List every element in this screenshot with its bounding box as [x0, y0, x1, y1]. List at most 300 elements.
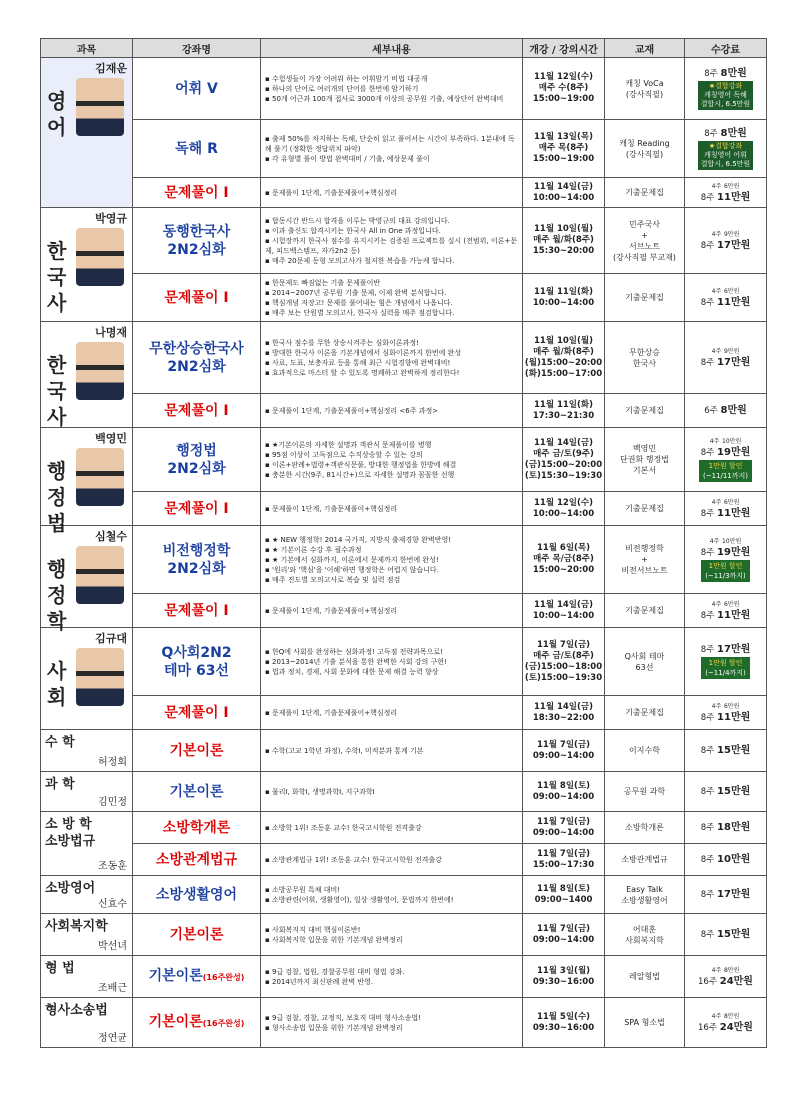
subject-name: 과 학 — [45, 777, 75, 792]
course-name — [133, 772, 261, 812]
course-name — [133, 428, 261, 492]
textbook-line: (강사직필) — [625, 89, 664, 99]
schedule-line: 11월 10일(월) — [533, 335, 594, 346]
schedule-line: 11월 7일(금) — [536, 923, 591, 934]
schedule — [523, 208, 605, 274]
header-details: 세부내용 — [261, 39, 523, 58]
course-name — [133, 274, 261, 322]
subject-name-2: 소방법규 — [45, 834, 96, 849]
course-title: 문제풀이 Ⅰ — [164, 289, 229, 306]
textbook — [605, 844, 685, 876]
course-subtitle: 2N2심화 — [167, 460, 226, 477]
detail-item: ▪ 문제풀이 1단계, 기출문제풀이+핵심정리 — [265, 504, 398, 513]
detail-item: ▪ 2013~2014년 기출 분석을 통한 완벽한 사회 강의 구현! — [265, 657, 447, 666]
schedule-line: 09:00~1400 — [534, 894, 593, 905]
fee — [685, 628, 767, 696]
subject-cell — [41, 322, 133, 428]
detail-item: ▪ 문제풀이 1단계, 기출문제풀이+핵심정리 <6주 과정> — [265, 406, 439, 415]
detail-item: ▪ ★ 기본이론 수강 후 필수과정 — [265, 545, 362, 554]
course-subtitle: 2N2심화 — [167, 560, 226, 577]
schedule — [523, 526, 605, 594]
course-details — [261, 696, 523, 730]
fee — [685, 594, 767, 628]
fee — [685, 998, 767, 1048]
schedule-line: 매주 금/토(9주) — [533, 448, 594, 459]
schedule-line: 11월 11일(화) — [533, 286, 594, 297]
teacher-name: 박선녀 — [98, 941, 127, 952]
course-suffix: (16주완성) — [202, 972, 245, 982]
textbook-line: 공무원 과학 — [623, 787, 666, 796]
detail-item: ▪ ★ 기본에서 심화까지, 이론에서 문제까지 한번에 완성! — [265, 555, 439, 564]
discount-badge: 1만원 할인 (~11/3까지) — [701, 560, 750, 582]
course-name — [133, 914, 261, 956]
course-details — [261, 492, 523, 526]
subject-name: 사회복지학 — [45, 919, 108, 934]
schedule-line: 09:00~14:00 — [532, 934, 595, 945]
textbook — [605, 876, 685, 914]
schedule — [523, 876, 605, 914]
teacher-name: 백영민 — [95, 432, 127, 445]
schedule — [523, 274, 605, 322]
detail-item: ▪ 소방공무원 특채 대비! — [265, 885, 341, 894]
schedule-line: 11월 7일(금) — [536, 848, 591, 859]
course-subtitle: 2N2심화 — [167, 358, 226, 375]
fee-line: 8주 11만원 — [700, 610, 751, 621]
teacher-name: 허정회 — [98, 757, 127, 768]
course-name — [133, 998, 261, 1048]
course-subtitle: 2N2심화 — [167, 241, 226, 258]
schedule-line: 15:00~19:00 — [532, 94, 595, 104]
subject-cell — [41, 208, 133, 322]
course-details — [261, 322, 523, 394]
fee — [685, 428, 767, 492]
textbook-line: 단권화 행정법 — [620, 455, 669, 464]
course-details — [261, 526, 523, 594]
detail-item: ▪ 각 유형별 풀이 방법 완벽대비 / 기출, 예상문제 풀이 — [265, 154, 430, 163]
schedule-line: 18:30~22:00 — [532, 712, 595, 723]
schedule — [523, 998, 605, 1048]
subject-cell — [41, 914, 133, 956]
textbook-line: + — [641, 555, 648, 564]
course-details — [261, 208, 523, 274]
course-title: 행정법 — [176, 442, 217, 459]
fee-line: 4주 10만원 — [709, 538, 742, 545]
course-name — [133, 120, 261, 178]
subject-cell — [41, 812, 133, 876]
header-schedule: 개강 / 강의시간 — [523, 39, 605, 58]
course-details — [261, 730, 523, 772]
fee-line: 4주 10만원 — [709, 438, 742, 445]
fee-line: 4주 6만원 — [711, 703, 740, 710]
header-subject: 과목 — [41, 39, 133, 58]
detail-item: ▪ 시험장까지 한국사 점수를 유지시키는 검증된 프로젝트를 실시 (전범위, 이론+문제, 피드백스템프, 자가2n2 등) — [265, 236, 517, 255]
textbook-line: 무한상승 — [629, 347, 660, 357]
textbook-line: 한국사 — [632, 358, 657, 368]
subject-name: 행정법 — [47, 459, 67, 535]
schedule-line: (토)15:30~19:30 — [524, 470, 603, 481]
detail-item: ▪ 한Q에 사회를 완성하는 심화과정! 고득점 전략과목으로! — [265, 647, 443, 656]
detail-item: ▪ ★기본이론의 자세한 설명과 객관식 문제풀이를 병행 — [265, 440, 432, 449]
course-name — [133, 628, 261, 696]
schedule-line: 09:30~16:00 — [532, 1022, 595, 1033]
course-name — [133, 696, 261, 730]
schedule-line: 매주 목/금(8주) — [533, 554, 594, 564]
teacher-name: 김민정 — [98, 797, 127, 808]
schedule — [523, 120, 605, 178]
table-row — [41, 322, 767, 394]
schedule-line: 15:00~19:00 — [532, 154, 595, 164]
subject-name: 한국사 — [47, 353, 67, 429]
detail-item: ▪ 효과적으로 마스터 할 수 있도록 명쾌하고 완벽하게 정리한다! — [265, 368, 460, 377]
detail-item: ▪ 매주 보는 단원별 모의고사, 한국사 실력을 매주 점검합니다. — [265, 308, 455, 317]
fee-line: 8주 17만원 — [700, 357, 751, 368]
fee — [685, 322, 767, 394]
table-row — [41, 812, 767, 844]
course-title: 기본이론 — [169, 742, 224, 759]
fee-line: 4주 6만원 — [711, 499, 740, 506]
fee-line: 8주 15만원 — [700, 785, 751, 797]
table-row — [41, 178, 767, 208]
fee-line: 8주 15만원 — [700, 928, 751, 940]
detail-item: ▪ 소방관계법규 1위! 조동훈 교수! 한국고시학원 전격출강 — [265, 855, 442, 864]
table-row — [41, 492, 767, 526]
textbook-line: + — [641, 230, 648, 240]
schedule — [523, 428, 605, 492]
schedule-line: 09:00~14:00 — [532, 750, 595, 761]
detail-item: ▪ 형사소송법 입문을 위한 기본개념 완벽정리 — [265, 1023, 403, 1032]
subject-cell — [41, 526, 133, 633]
schedule-line: 09:00~14:00 — [532, 791, 595, 802]
header-book: 교재 — [605, 39, 685, 58]
course-name — [133, 394, 261, 428]
schedule-line: 10:00~14:00 — [532, 610, 595, 621]
fee-line: 16주 24만원 — [698, 1022, 753, 1033]
course-details — [261, 812, 523, 844]
table-row — [41, 844, 767, 876]
header-course: 강좌명 — [133, 39, 261, 58]
teacher-photo — [76, 546, 124, 604]
textbook — [605, 998, 685, 1048]
course-details — [261, 594, 523, 628]
schedule-line: (월)15:00~20:00 — [524, 357, 603, 368]
detail-item: ▪ 사료, 도표, 보충자료 등을 통해 최근 시험경향에 완벽대비! — [265, 358, 451, 367]
course-name — [133, 594, 261, 628]
teacher-name: 정연균 — [98, 1033, 127, 1044]
schedule-line: (금)15:00~20:00 — [524, 459, 603, 470]
course-name — [133, 956, 261, 998]
subject-cell — [41, 998, 133, 1048]
fee — [685, 844, 767, 876]
fee — [685, 208, 767, 274]
schedule-line: 11월 7일(금) — [536, 639, 591, 650]
schedule-line: 11월 11일(화) — [533, 399, 594, 410]
textbook-line: 서브노트 — [629, 241, 660, 251]
detail-item: ▪ 95점 이상이 고득점으로 수직상승할 수 있는 강의 — [265, 450, 423, 459]
fee-line: 8주 10만원 — [700, 853, 751, 865]
teacher-name: 심철수 — [95, 530, 127, 543]
fee — [685, 812, 767, 844]
detail-item: ▪ 사회복지직 대비 핵심이론반! — [265, 925, 361, 934]
textbook-line: 63선 — [635, 662, 654, 672]
schedule-line: 매주 목(8주) — [538, 143, 589, 153]
schedule — [523, 956, 605, 998]
teacher-name: 나명재 — [95, 326, 127, 339]
detail-item: ▪ 9급 검찰, 법원, 경찰공무원 대비 형법 강좌. — [265, 967, 405, 976]
course-suffix: (16주완성) — [202, 1018, 245, 1028]
detail-item: ▪ ★ NEW 행정학! 2014 국가직, 지방직 출제경향 완벽반영! — [265, 535, 452, 544]
subject-name: 소방영어 — [45, 881, 96, 896]
teacher-photo — [76, 78, 124, 136]
course-title: 독해 R — [175, 140, 218, 157]
subject-cell — [41, 428, 133, 535]
schedule — [523, 492, 605, 526]
schedule-line: 15:00~20:00 — [532, 565, 595, 575]
table-row — [41, 208, 767, 274]
fee — [685, 956, 767, 998]
course-subtitle: 테마 63선 — [164, 662, 229, 679]
teacher-name: 조동훈 — [98, 861, 127, 872]
fee-line: 6주 8만원 — [704, 404, 747, 416]
textbook — [605, 58, 685, 120]
schedule-line: 매주 금/토(8주) — [533, 650, 594, 661]
fee — [685, 696, 767, 730]
detail-item: ▪ 수험생들이 가장 어려워 하는 어휘암기 비법 대공개 — [265, 74, 428, 83]
fee-line: 8주 8만원 — [704, 127, 747, 139]
schedule-line: 매주 월/화(8주) — [533, 346, 594, 357]
detail-item: ▪ 2014년까지 최신판례 완벽 반영. — [265, 977, 374, 986]
detail-item: ▪ '원리'와 '핵심'을 '이해'하면 행정학은 어렵지 않습니다. — [265, 565, 439, 574]
schedule — [523, 394, 605, 428]
table-row — [41, 628, 767, 696]
textbook — [605, 914, 685, 956]
course-title: 무한상승한국사 — [149, 340, 244, 357]
course-details — [261, 394, 523, 428]
course-table — [40, 38, 767, 1048]
course-details — [261, 428, 523, 492]
table-row — [41, 526, 767, 594]
teacher-name: 김재운 — [95, 62, 127, 75]
subject-cell — [41, 772, 133, 812]
subject-name: 형사소송법 — [45, 1003, 108, 1018]
course-title: 기본이론 — [169, 926, 224, 943]
detail-item: ▪ 문제풀이 1단계, 기출문제풀이+핵심정리 — [265, 708, 398, 717]
textbook-line: 사회복지학 — [625, 935, 664, 945]
fee-line: 4주 6만원 — [711, 601, 740, 608]
course-details — [261, 998, 523, 1048]
detail-item: ▪ 문제풀이 1단계, 기출문제풀이+핵심정리 — [265, 188, 398, 197]
discount-badge: 1만원 할인 (~11/4까지) — [701, 657, 750, 679]
fee-line: 8주 15만원 — [700, 744, 751, 756]
schedule-line: (화)15:00~17:00 — [524, 368, 603, 379]
table-row — [41, 730, 767, 772]
subject-cell — [41, 58, 133, 208]
course-name — [133, 492, 261, 526]
course-name — [133, 730, 261, 772]
textbook-line: (강사직필) — [625, 149, 664, 159]
detail-item: ▪ 50개 어근과 100개 접사로 3000개 이상의 공무원 기출, 예상단어 완벽대비 — [265, 94, 504, 103]
schedule-line: 11월 6일(목) — [536, 543, 591, 553]
fee — [685, 274, 767, 322]
table-row — [41, 428, 767, 492]
textbook — [605, 274, 685, 322]
course-details — [261, 956, 523, 998]
fee-line: 16주 24만원 — [698, 976, 753, 987]
course-details — [261, 844, 523, 876]
textbook — [605, 526, 685, 594]
course-details — [261, 178, 523, 208]
schedule — [523, 696, 605, 730]
textbook — [605, 594, 685, 628]
course-title: 문제풀이 Ⅰ — [164, 704, 229, 721]
course-title: 소방학개론 — [162, 819, 231, 836]
course-title: 문제풀이 Ⅰ — [164, 602, 229, 619]
fee — [685, 394, 767, 428]
schedule-line: 11월 14일(금) — [533, 437, 594, 448]
detail-item: ▪ 매주 20문제 동형 모의고사가 철저한 복습을 가능케 합니다. — [265, 256, 455, 265]
schedule-line: 10:00~14:00 — [532, 508, 595, 519]
schedule-line: 11월 14일(금) — [533, 599, 594, 610]
course-title: 어휘 Ⅴ — [175, 80, 218, 97]
textbook — [605, 322, 685, 394]
schedule-line: 11월 14일(금) — [533, 701, 594, 712]
fee — [685, 876, 767, 914]
course-name — [133, 844, 261, 876]
schedule-line: 11월 12일(수) — [533, 497, 594, 508]
detail-item: ▪ 합동시간 반드시 합격을 이루는 박영규의 대표 강의입니다. — [265, 216, 450, 225]
fee-line: 4주 8만원 — [711, 967, 740, 974]
fee — [685, 914, 767, 956]
detail-item: ▪ 소방관련(어휘, 생활영어), 일상 생활영어, 문법까지 한번에! — [265, 895, 454, 904]
course-name — [133, 208, 261, 274]
textbook-line: 기출문제집 — [625, 406, 664, 415]
textbook-line: 이지수학 — [629, 746, 660, 755]
textbook — [605, 394, 685, 428]
teacher-photo — [76, 228, 124, 286]
fee-line: 4주 9만원 — [711, 348, 740, 355]
textbook-line: 기출문제집 — [625, 606, 664, 615]
textbook-line: Q사회 테마 — [624, 651, 665, 661]
schedule — [523, 594, 605, 628]
table-row — [41, 58, 767, 120]
textbook-line: SPA 형소법 — [624, 1018, 665, 1027]
table-header — [41, 39, 767, 58]
textbook — [605, 772, 685, 812]
schedule-line: 매주 월/화(8주) — [533, 235, 594, 245]
schedule-line: 11월 7일(금) — [536, 739, 591, 750]
textbook-line: 캐칭 Reading — [619, 138, 670, 148]
course-details — [261, 274, 523, 322]
fee-line: 8주 11만원 — [700, 192, 751, 203]
subject-name: 형 법 — [45, 961, 75, 976]
fee — [685, 772, 767, 812]
schedule — [523, 812, 605, 844]
fee-line: 8주 8만원 — [704, 67, 747, 79]
fee — [685, 120, 767, 178]
schedule-line: 15:00~17:30 — [532, 859, 595, 870]
course-name — [133, 876, 261, 914]
fee — [685, 730, 767, 772]
fee-line: 4주 6만원 — [711, 183, 740, 190]
textbook-line: 기본서 — [632, 466, 657, 475]
schedule-line: 09:30~16:00 — [532, 976, 595, 987]
detail-item: ▪ 출제 50%를 차지하는 독해, 단순히 읽고 풀어서는 시간이 부족하다. 1분내에 독해 풀기 (정확한 정답위치 파악) — [265, 134, 515, 153]
table-row — [41, 772, 767, 812]
table-row — [41, 274, 767, 322]
schedule-line: 11월 10일(월) — [533, 224, 594, 234]
textbook-line: 레알형법 — [629, 972, 660, 981]
table-row — [41, 594, 767, 628]
schedule — [523, 178, 605, 208]
fee-line: 8주 17만원 — [700, 888, 751, 900]
table-body — [41, 58, 767, 1048]
schedule-line: 17:30~21:30 — [532, 410, 595, 421]
table-row — [41, 998, 767, 1048]
teacher-photo — [76, 448, 124, 506]
course-title: 문제풀이 Ⅰ — [164, 184, 229, 201]
table-row — [41, 696, 767, 730]
combo-badge: ★결합강좌 캐칭영어 어휘 결합시, 6.5만원 — [698, 141, 753, 170]
fee-line: 4주 6만원 — [711, 288, 740, 295]
schedule-line: 11월 13일(목) — [533, 132, 594, 142]
textbook — [605, 492, 685, 526]
schedule — [523, 58, 605, 120]
textbook — [605, 178, 685, 208]
detail-item: ▪ 문제풀이 1단계, 기출문제풀이+핵심정리 — [265, 606, 398, 615]
course-name — [133, 322, 261, 394]
subject-cell — [41, 730, 133, 772]
schedule-line: (금)15:00~18:00 — [524, 661, 603, 672]
schedule-line: (토)15:00~19:30 — [524, 672, 603, 683]
course-details — [261, 58, 523, 120]
textbook — [605, 208, 685, 274]
table-row — [41, 876, 767, 914]
subject-name: 한국사 — [47, 239, 67, 315]
subject-name: 사회 — [47, 659, 67, 709]
detail-item: ▪ 매주 진도별 모의고사로 복습 및 실력 점검 — [265, 575, 401, 584]
schedule — [523, 772, 605, 812]
fee-line: 8주 11만원 — [700, 712, 751, 723]
fee-line: 8주 19만원 — [700, 447, 751, 458]
detail-item: ▪ 한문제도 빠짐없는 기출 문제풀이반 — [265, 278, 381, 287]
course-title: Q사회2N2 — [161, 644, 232, 661]
combo-badge: ★결합강좌 캐칭영어 독해 결합시, 6.5만원 — [698, 81, 753, 110]
schedule-line: 10:00~14:00 — [532, 297, 595, 308]
teacher-photo — [76, 648, 124, 706]
textbook — [605, 428, 685, 492]
teacher-name: 박영규 — [95, 212, 127, 225]
course-details — [261, 772, 523, 812]
teacher-photo — [76, 342, 124, 400]
fee — [685, 58, 767, 120]
textbook-line: 기출문제집 — [625, 188, 664, 197]
fee — [685, 492, 767, 526]
textbook — [605, 696, 685, 730]
textbook-line: 민주국사 — [629, 219, 660, 229]
course-details — [261, 120, 523, 178]
detail-item: ▪ 9급 검찰, 경찰, 교정직, 보호직 대비 형사소송법! — [265, 1013, 421, 1022]
course-title: 소방관계법규 — [155, 851, 238, 868]
table-row — [41, 120, 767, 178]
subject-cell — [41, 956, 133, 998]
teacher-name: 신효수 — [98, 899, 127, 910]
fee-line: 8주 18만원 — [700, 821, 751, 833]
course-details — [261, 876, 523, 914]
course-title: 문제풀이 Ⅰ — [164, 402, 229, 419]
schedule — [523, 730, 605, 772]
textbook — [605, 628, 685, 696]
textbook-line: 소방관계법규 — [621, 855, 668, 864]
subject-name: 행정학 — [47, 557, 67, 633]
